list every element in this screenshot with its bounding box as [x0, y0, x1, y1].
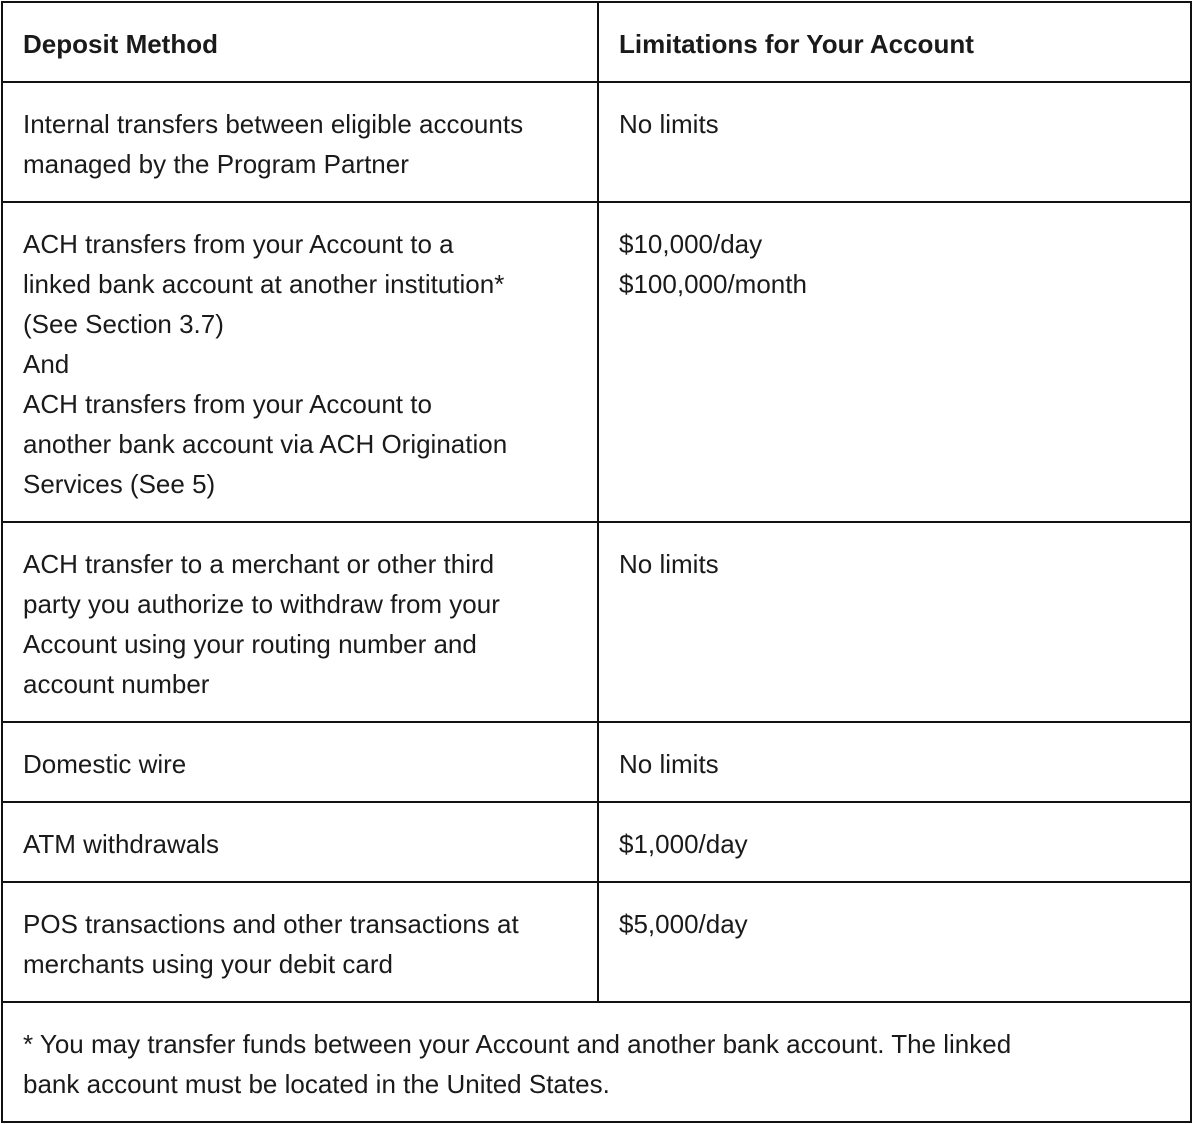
limit-text: $100,000/month [619, 269, 807, 299]
table-row [2, 802, 1191, 882]
limit-cell [598, 802, 1191, 882]
table-row [2, 882, 1191, 1002]
limit-text: No limits [619, 109, 719, 139]
method-text: account number [23, 669, 210, 699]
method-text: Services (See 5) [23, 469, 216, 499]
limit-text: $1,000/day [619, 829, 748, 859]
header-limitations: Limitations for Your Account [598, 2, 1191, 82]
limit-text: No limits [619, 749, 719, 779]
method-text: (See Section 3.7) [23, 309, 224, 339]
method-text: ATM withdrawals [23, 829, 220, 859]
method-text: another bank account via ACH Origination [23, 429, 508, 459]
method-text: And [23, 349, 70, 379]
table-header-row [2, 2, 1191, 82]
header-deposit-method: Deposit Method [2, 2, 598, 82]
limit-cell [598, 722, 1191, 802]
method-text: managed by the Program Partner [23, 149, 409, 179]
method-text: Internal transfers between eligible accounts [23, 109, 524, 139]
method-text: Account using your routing number and [23, 629, 477, 659]
table-row [2, 202, 1191, 522]
limit-text: No limits [619, 549, 719, 579]
limit-text: $10,000/day [619, 229, 763, 259]
method-text: ACH transfers from your Account to [23, 389, 432, 419]
method-cell [2, 882, 598, 1002]
footnote-text: bank account must be located in the United States. [23, 1069, 610, 1099]
limit-cell [598, 522, 1191, 722]
method-text: linked bank account at another institution* [23, 269, 505, 299]
limit-cell [598, 202, 1191, 522]
footnote-row [2, 1002, 1191, 1122]
table-row [2, 722, 1191, 802]
limit-cell [598, 82, 1191, 202]
method-text: ACH transfers from your Account to a [23, 229, 454, 259]
method-cell [2, 522, 598, 722]
method-text: Domestic wire [23, 749, 187, 779]
method-text: POS transactions and other transactions at [23, 909, 519, 939]
method-cell [2, 722, 598, 802]
table-row [2, 522, 1191, 722]
method-cell [2, 802, 598, 882]
table-row [2, 82, 1191, 202]
method-text: ACH transfer to a merchant or other third [23, 549, 495, 579]
method-cell [2, 82, 598, 202]
footnote-text: * You may transfer funds between your Account and another bank account. The linked [23, 1029, 1012, 1059]
method-text: merchants using your debit card [23, 949, 393, 979]
limitations-table [1, 1, 1192, 1123]
limit-text: $5,000/day [619, 909, 748, 939]
method-cell [2, 202, 598, 522]
footnote-cell [2, 1002, 1191, 1122]
limit-cell [598, 882, 1191, 1002]
method-text: party you authorize to withdraw from your [23, 589, 500, 619]
